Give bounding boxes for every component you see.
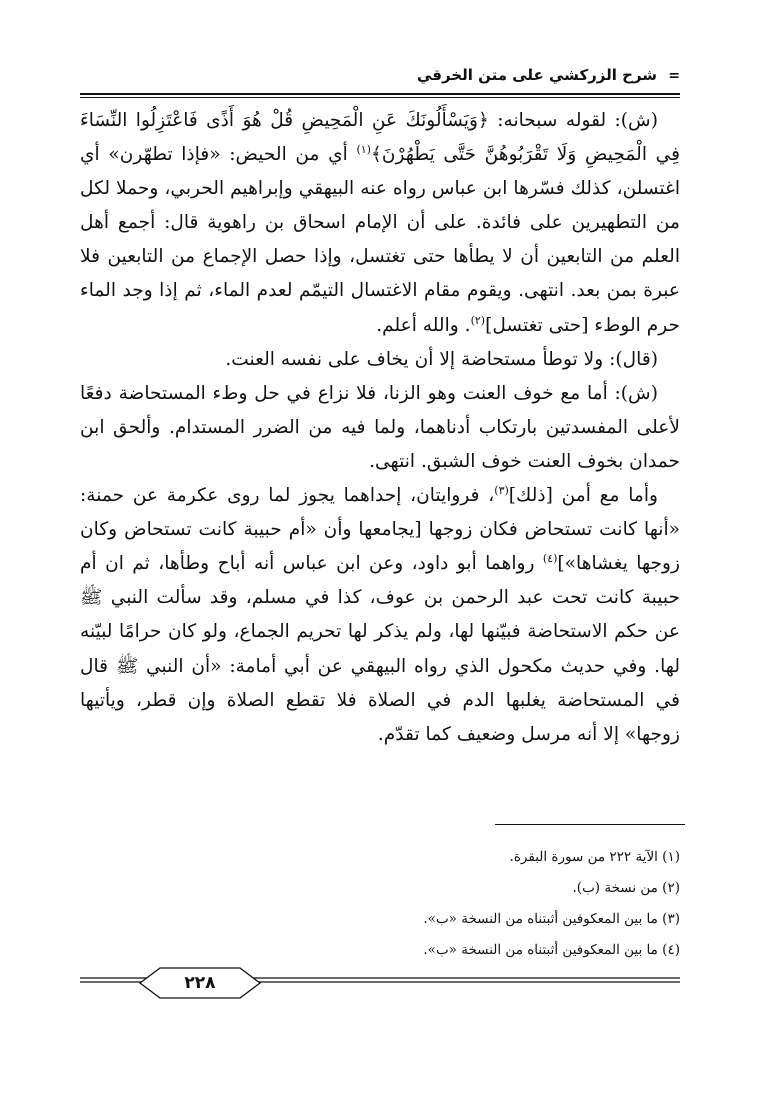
footnote-ref-2: (٢): [470, 313, 486, 327]
paragraph-4: وأما مع أمن [ذلك]$^{(٣)}$، فروايتان، إحداهما يجوز لما روى عكرمة عن حمنة: «أنها كانت تستحاض فكان زوجها [يجامعها وأن «أم حبيبة كانت تستحاض وكان زوجها يغشاها»]$^{(٤)}$ رواهما أبو داود، وعن ابن عباس أنه أباح وطأها، ثم ان أم حبيبة كانت تحت عبد الرحمن بن عوف، كذا في مسلم، وقد سألت النبي ﷺ عن حكم الاستحاضة فبيّنها لها، ولم يذكر لها تحريم الجماع، ولو كان حرامًا لبيّنه لها. وفي حديث مكحول الذي رواه البيهقي عن أبي أمامة: «أن النبي ﷺ قال في المستحاضة يغلبها الدم في الصلاة فلا تقطع الصلاة وإن قطر، ويأتيها زوجها» إلا أنه مرسل وضعيف كما تقدّم.: [80, 483, 680, 745]
footnote-ref-1: (١): [356, 142, 371, 156]
book-title: شرح الزركشي على متن الخرقي: [416, 66, 658, 84]
header-mark: =: [668, 68, 680, 84]
paragraph-3: (ش): أما مع خوف العنت وهو الزنا، فلا نزاع في حل وطء المستحاضة دفعًا لأعلى المفسدتين بارتكاب أدناهما، ولما فيه من الضرر المستدام. وألحق ابن حمدان بخوف العنت خوف الشبق. انتهى.: [80, 382, 680, 472]
footnote-ref-3: (٣): [494, 483, 509, 497]
footnote-4: (٤) ما بين المعكوفين أثبتناه من النسخة «ب».: [423, 942, 680, 958]
running-header: [80, 62, 680, 90]
footnote-3: (٣) ما بين المعكوفين أثبتناه من النسخة «ب».: [423, 911, 680, 927]
footnote-ref-4: (٤): [542, 552, 558, 566]
header-rule-top: [80, 93, 680, 95]
footnote-2: (٢) من نسخة (ب).: [572, 880, 680, 896]
page-number: ٢٢٨: [184, 973, 216, 993]
paragraph-1: (ش): لقوله سبحانه: ﴿وَيَسْأَلُونَكَ عَنِ الْمَحِيضِ قُلْ هُوَ أَذًى فَاعْتَزِلُوا النِّسَاءَ فِي الْمَحِيضِ وَلَا تَقْرَبُوهُنَّ حَتَّى يَطْهُرْنَ﴾$^{(١)}$ أي من الحيض: «فإذا تطهّرن» أي اغتسلن، كذلك فسّرها ابن عباس رواه عنه البيهقي وإبراهيم الحربي، وحملا لكل من التطهيرين على فائدة. على أن الإمام اسحاق بن راهوية قال: أجمع أهل العلم من التابعين أن لا يطأها حتى تغتسل، وإذا حصل الإجماع من التابعين فلا عبرة بمن بعد. انتهى. ويقوم مقام الاغتسال التيمّم لعدم الماء، ثم إذا وجد الماء حرم الوطء [حتى تغتسل]$^{(٢)}$. والله أعلم.: [80, 110, 680, 336]
footnote-separator: [495, 824, 685, 825]
header-rule-bottom: [80, 97, 680, 98]
paragraph-2: (قال): ولا توطأ مستحاضة إلا أن يخاف على نفسه العنت.: [225, 348, 658, 370]
footnotes: [80, 842, 680, 966]
footnote-1: (١) الآية ٢٢٢ من سورة البقرة.: [509, 849, 680, 865]
main-text: [80, 104, 680, 752]
